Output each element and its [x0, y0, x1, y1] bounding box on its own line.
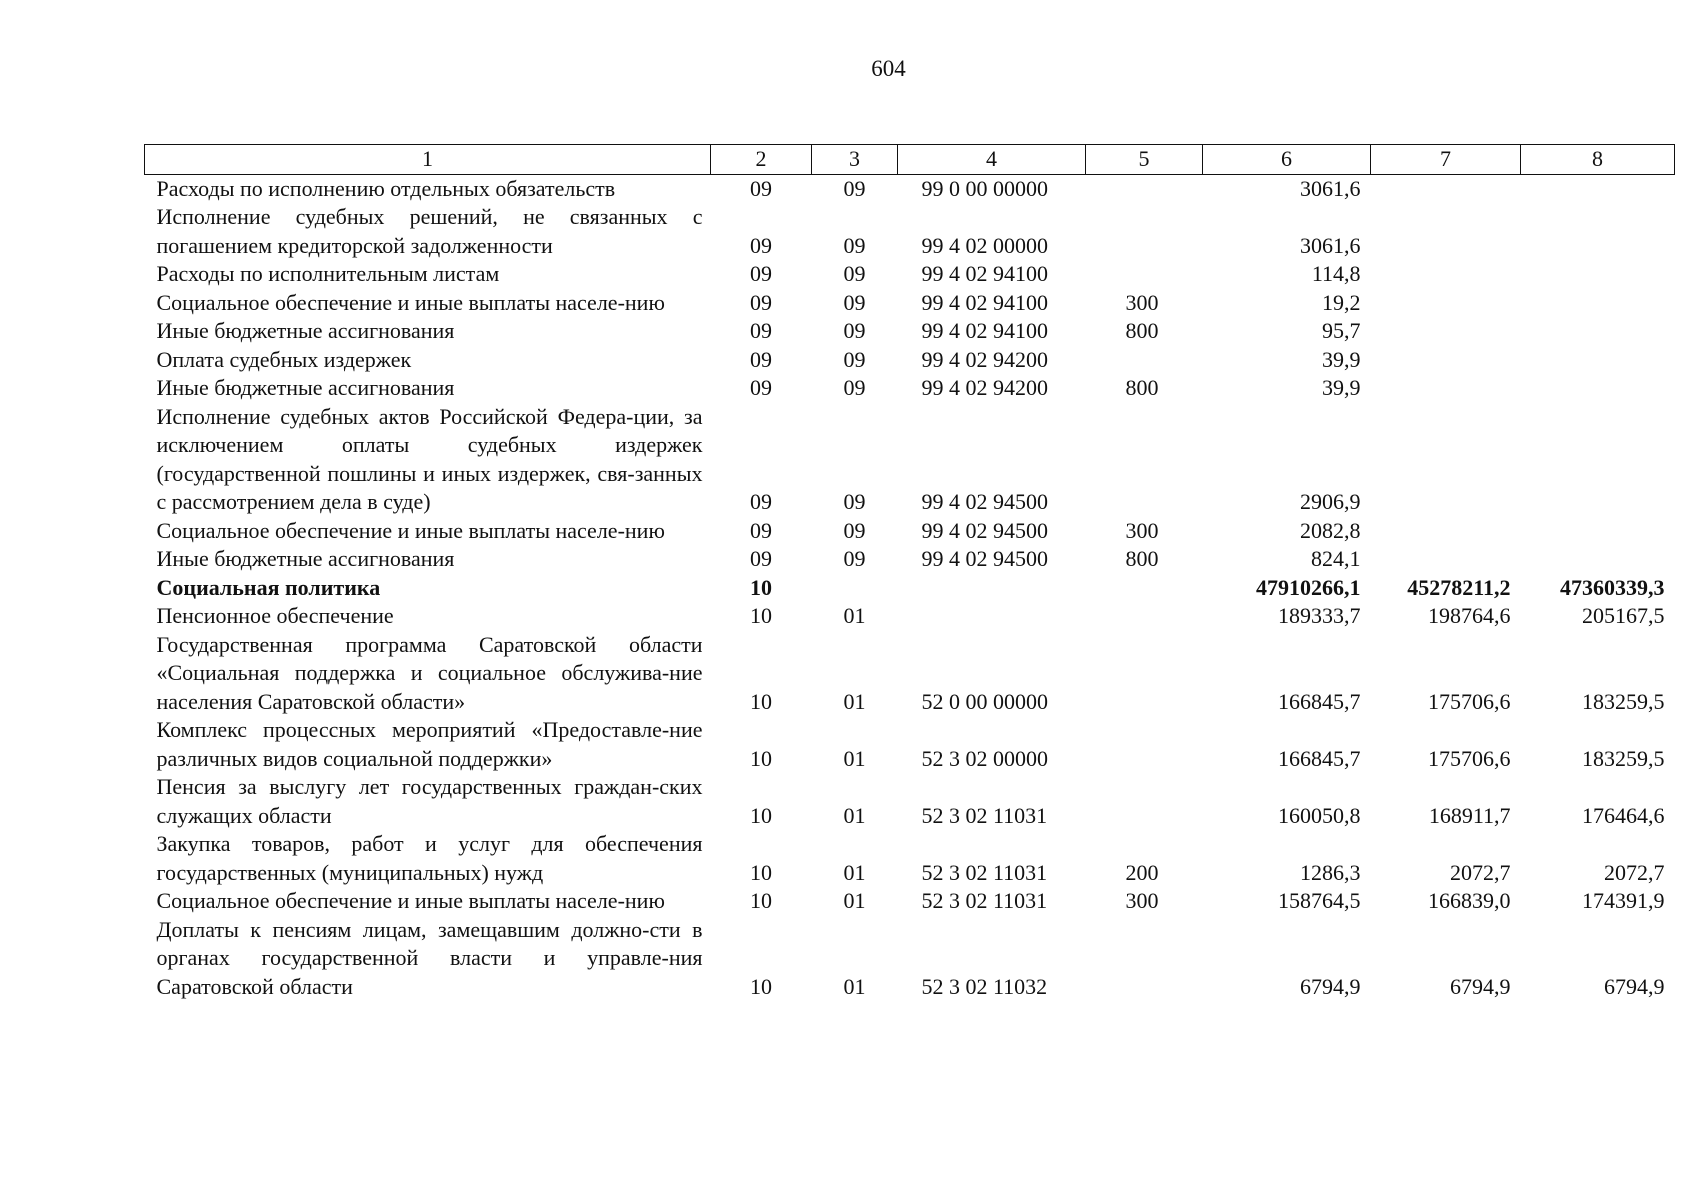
row-expense-type-cell	[1086, 403, 1203, 517]
row-expense-type-cell	[1086, 773, 1203, 830]
row-name-cell: Доплаты к пенсиям лицам, замещавшим должно-сти в органах государственной власти и управле-ния Саратовской области	[156, 916, 703, 999]
table-row	[145, 545, 1675, 574]
table-row	[145, 887, 1675, 916]
row-target-article-cell: 99 4 02 94500	[921, 517, 1048, 543]
row-value-col6-cell: 158764,5	[1278, 888, 1361, 913]
table-row	[145, 203, 1675, 260]
row-value-col6-cell: 189333,7	[1278, 603, 1361, 628]
row-value-col7-cell: 175706,6	[1428, 688, 1511, 714]
row-expense-type-cell	[1086, 260, 1203, 289]
row-value-col7-cell	[1371, 346, 1521, 375]
row-value-col6-cell: 166845,7	[1278, 745, 1361, 771]
table-row	[145, 403, 1675, 517]
row-target-article-cell	[898, 574, 1086, 603]
header-cell-8: 8	[1521, 145, 1675, 175]
row-subsection-cell: 09	[843, 261, 866, 286]
row-value-col8-cell: 2072,7	[1604, 859, 1665, 885]
row-section-cell: 09	[750, 489, 772, 514]
row-section-cell: 10	[750, 745, 772, 771]
table-row	[145, 716, 1675, 773]
row-target-article-cell: 52 0 00 00000	[921, 688, 1048, 714]
row-subsection-cell: 09	[843, 318, 866, 343]
row-section-cell: 10	[750, 688, 772, 714]
row-expense-type-cell: 800	[1125, 318, 1159, 343]
row-name-cell: Пенсия за выслугу лет государственных граждан-ских служащих области	[156, 774, 703, 828]
table-row	[145, 631, 1675, 717]
row-target-article-cell: 52 3 02 11031	[921, 859, 1048, 885]
row-section-cell: 10	[750, 973, 772, 999]
row-expense-type-cell: 800	[1125, 375, 1159, 400]
row-subsection-cell: 09	[843, 346, 866, 372]
row-section-cell: 10	[750, 859, 772, 885]
row-value-col8-cell	[1521, 289, 1675, 318]
row-expense-type-cell	[1086, 203, 1203, 260]
row-expense-type-cell	[1086, 602, 1203, 631]
row-name-cell: Иные бюджетные ассигнования	[156, 318, 455, 343]
row-section-cell: 09	[750, 517, 772, 543]
row-expense-type-cell: 200	[1125, 859, 1159, 885]
row-target-article-cell: 99 4 02 94100	[921, 318, 1048, 343]
row-expense-type-cell	[1086, 631, 1203, 717]
table-header	[145, 145, 1675, 175]
row-value-col7-cell	[1371, 260, 1521, 289]
table-row	[145, 574, 1675, 603]
row-value-col8-cell	[1521, 545, 1675, 574]
row-value-col7-cell: 45278211,2	[1407, 574, 1511, 600]
row-expense-type-cell: 800	[1125, 546, 1159, 571]
row-value-col7-cell: 198764,6	[1428, 603, 1511, 628]
header-cell-1: 1	[145, 145, 711, 175]
row-section-cell: 10	[750, 574, 772, 600]
row-subsection-cell: 09	[843, 517, 866, 543]
row-section-cell: 09	[750, 546, 772, 571]
row-target-article-cell: 99 4 02 94200	[921, 346, 1048, 372]
header-cell-7: 7	[1371, 145, 1521, 175]
row-value-col8-cell	[1521, 317, 1675, 346]
row-value-col7-cell	[1371, 174, 1521, 203]
row-value-col6-cell: 160050,8	[1278, 802, 1361, 828]
row-target-article-cell: 99 4 02 00000	[921, 232, 1048, 258]
budget-table	[144, 144, 1675, 1001]
row-value-col7-cell	[1371, 374, 1521, 403]
row-value-col8-cell: 183259,5	[1582, 688, 1665, 714]
row-subsection-cell: 09	[843, 175, 866, 201]
row-expense-type-cell	[1086, 574, 1203, 603]
row-expense-type-cell	[1086, 174, 1203, 203]
header-cell-2: 2	[711, 145, 812, 175]
row-value-col8-cell	[1521, 517, 1675, 546]
row-name-cell: Комплекс процессных мероприятий «Предоставле-ние различных видов социальной поддержки»	[156, 717, 703, 771]
row-value-col6-cell: 1286,3	[1300, 859, 1361, 885]
row-name-cell: Исполнение судебных решений, не связанных с погашением кредиторской задолженности	[156, 204, 703, 258]
row-name-cell: Закупка товаров, работ и услуг для обеспечения государственных (муниципальных) нужд	[156, 831, 703, 885]
header-cell-5: 5	[1086, 145, 1203, 175]
row-value-col6-cell: 95,7	[1322, 318, 1361, 343]
row-name-cell: Социальное обеспечение и иные выплаты населе-нию	[156, 517, 665, 543]
row-section-cell: 09	[750, 289, 772, 315]
row-value-col8-cell: 205167,5	[1582, 603, 1665, 628]
table-row	[145, 174, 1675, 203]
row-expense-type-cell: 300	[1125, 888, 1159, 913]
row-name-cell: Пенсионное обеспечение	[156, 603, 394, 628]
row-value-col6-cell: 114,8	[1311, 261, 1361, 286]
table-body	[145, 174, 1675, 1001]
header-cell-3: 3	[812, 145, 898, 175]
table-row	[145, 346, 1675, 375]
row-subsection-cell: 01	[843, 859, 866, 885]
row-value-col6-cell: 824,1	[1311, 546, 1361, 571]
row-value-col7-cell: 168911,7	[1428, 802, 1511, 828]
table-row	[145, 289, 1675, 318]
row-value-col8-cell	[1521, 203, 1675, 260]
row-subsection-cell: 01	[843, 973, 866, 999]
row-value-col6-cell: 2906,9	[1300, 489, 1361, 514]
row-expense-type-cell	[1086, 716, 1203, 773]
row-target-article-cell: 99 4 02 94200	[921, 375, 1048, 400]
row-name-cell: Расходы по исполнительным листам	[156, 261, 500, 286]
row-name-cell: Иные бюджетные ассигнования	[156, 546, 455, 571]
table-row	[145, 773, 1675, 830]
table-row	[145, 830, 1675, 887]
row-subsection-cell: 09	[843, 289, 866, 315]
budget-table-container	[144, 144, 1674, 1001]
row-value-col6-cell: 47910266,1	[1256, 574, 1361, 600]
row-value-col7-cell	[1371, 289, 1521, 318]
row-target-article-cell: 99 4 02 94100	[921, 261, 1048, 286]
row-value-col7-cell: 2072,7	[1450, 859, 1511, 885]
row-name-cell: Социальная политика	[156, 574, 381, 600]
row-subsection-cell: 01	[843, 888, 866, 913]
row-value-col6-cell: 3061,6	[1300, 175, 1361, 201]
row-subsection-cell: 09	[843, 232, 866, 258]
row-subsection-cell: 01	[843, 745, 866, 771]
row-subsection-cell: 09	[843, 375, 866, 400]
page-number: 604	[871, 56, 906, 81]
row-value-col8-cell	[1521, 174, 1675, 203]
row-value-col7-cell	[1371, 545, 1521, 574]
row-target-article-cell: 99 4 02 94500	[921, 489, 1048, 514]
row-name-cell: Иные бюджетные ассигнования	[156, 375, 455, 400]
row-value-col7-cell: 175706,6	[1428, 745, 1511, 771]
row-value-col7-cell	[1371, 403, 1521, 517]
header-cell-4: 4	[898, 145, 1086, 175]
row-value-col6-cell: 6794,9	[1300, 973, 1361, 999]
row-section-cell: 09	[750, 346, 772, 372]
row-name-cell: Расходы по исполнению отдельных обязательств	[156, 175, 616, 201]
row-value-col8-cell: 176464,6	[1582, 802, 1665, 828]
header-cell-6: 6	[1203, 145, 1371, 175]
row-value-col8-cell	[1521, 403, 1675, 517]
row-value-col8-cell: 183259,5	[1582, 745, 1665, 771]
row-subsection-cell: 01	[843, 802, 866, 828]
table-row	[145, 916, 1675, 1002]
row-target-article-cell: 52 3 02 00000	[921, 745, 1048, 771]
row-value-col8-cell	[1521, 260, 1675, 289]
row-subsection-cell: 09	[843, 489, 866, 514]
row-subsection-cell: 09	[843, 546, 866, 571]
row-value-col8-cell: 47360339,3	[1560, 574, 1665, 600]
table-row	[145, 260, 1675, 289]
row-value-col7-cell	[1371, 517, 1521, 546]
row-value-col6-cell: 39,9	[1322, 346, 1361, 372]
row-expense-type-cell	[1086, 346, 1203, 375]
row-section-cell: 10	[750, 603, 772, 628]
row-section-cell: 09	[750, 375, 772, 400]
row-value-col6-cell: 19,2	[1322, 289, 1361, 315]
row-target-article-cell: 99 0 00 00000	[921, 175, 1048, 201]
row-target-article-cell	[898, 602, 1086, 631]
row-expense-type-cell: 300	[1125, 289, 1159, 315]
row-section-cell: 09	[750, 261, 772, 286]
row-subsection-cell: 01	[843, 603, 866, 628]
row-value-col6-cell: 2082,8	[1300, 517, 1361, 543]
row-target-article-cell: 52 3 02 11031	[921, 888, 1048, 913]
table-row	[145, 602, 1675, 631]
row-target-article-cell: 99 4 02 94100	[921, 289, 1048, 315]
row-value-col8-cell	[1521, 346, 1675, 375]
row-value-col7-cell: 6794,9	[1450, 973, 1511, 999]
header-row	[145, 145, 1675, 175]
row-target-article-cell: 99 4 02 94500	[921, 546, 1048, 571]
row-expense-type-cell	[1086, 916, 1203, 1002]
row-expense-type-cell: 300	[1125, 517, 1159, 543]
row-name-cell: Государственная программа Саратовской области «Социальная поддержка и социальное обслужива-ние населения Саратовской области»	[156, 631, 703, 714]
row-name-cell: Исполнение судебных актов Российской Федера-ции, за исключением оплаты судебных издержек (государственной пошлины и иных издержек, свя-занных с рассмотрением дела в суде)	[156, 403, 703, 514]
row-value-col8-cell	[1521, 374, 1675, 403]
row-section-cell: 09	[750, 318, 772, 343]
row-value-col7-cell: 166839,0	[1428, 888, 1511, 913]
row-value-col7-cell	[1371, 203, 1521, 260]
row-subsection-cell	[812, 574, 898, 603]
row-target-article-cell: 52 3 02 11031	[921, 802, 1048, 828]
row-value-col8-cell: 6794,9	[1604, 973, 1665, 999]
row-section-cell: 09	[750, 175, 772, 201]
row-name-cell: Социальное обеспечение и иные выплаты населе-нию	[156, 888, 665, 913]
row-section-cell: 10	[750, 888, 772, 913]
row-name-cell: Социальное обеспечение и иные выплаты населе-нию	[156, 289, 665, 315]
table-row	[145, 517, 1675, 546]
row-name-cell: Оплата судебных издержек	[156, 346, 412, 372]
row-value-col6-cell: 39,9	[1322, 375, 1361, 400]
row-subsection-cell: 01	[843, 688, 866, 714]
row-value-col6-cell: 3061,6	[1300, 232, 1361, 258]
row-value-col8-cell: 174391,9	[1582, 888, 1665, 913]
row-value-col6-cell: 166845,7	[1278, 688, 1361, 714]
row-target-article-cell: 52 3 02 11032	[921, 973, 1048, 999]
table-row	[145, 317, 1675, 346]
table-row	[145, 374, 1675, 403]
row-section-cell: 09	[750, 232, 772, 258]
row-value-col7-cell	[1371, 317, 1521, 346]
row-section-cell: 10	[750, 802, 772, 828]
